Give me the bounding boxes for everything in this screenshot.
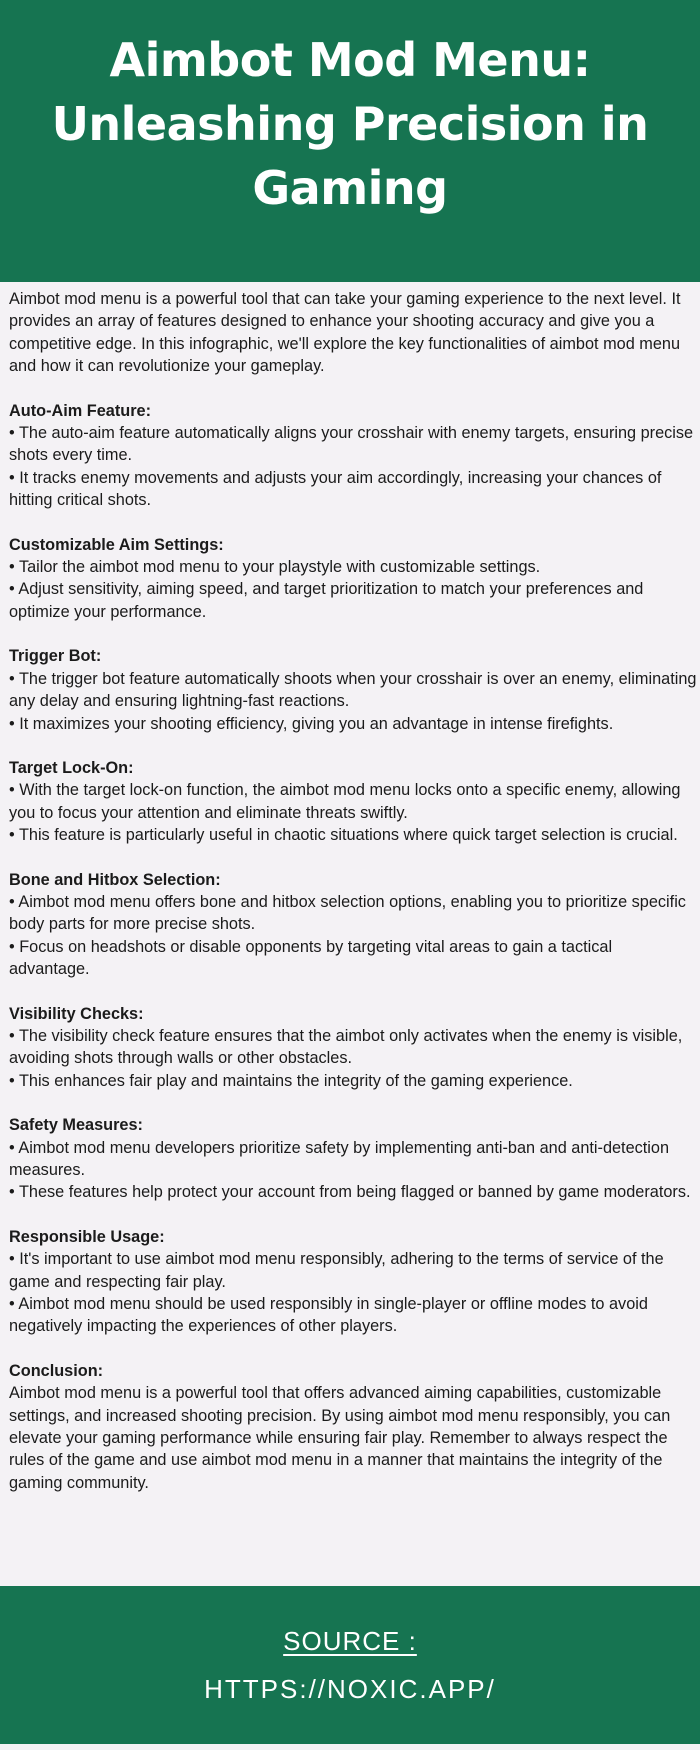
section-customizable-aim-settings	[9, 534, 697, 624]
source-url: HTTPS://NOXIC.APP/	[204, 1674, 496, 1704]
bullet-item: • Aimbot mod menu should be used responsibly in single-player or offline modes to avoid negatively impacting the experiences of other players.	[9, 1293, 697, 1338]
bullet-item: • Aimbot mod menu offers bone and hitbox selection options, enabling you to prioritize specific body parts for more precise shots.	[9, 891, 697, 936]
section-visibility-checks	[9, 1003, 697, 1093]
bullet-item: • Focus on headshots or disable opponents by targeting vital areas to gain a tactical advantage.	[9, 936, 697, 981]
section-heading: Visibility Checks:	[9, 1004, 144, 1023]
page-title: Aimbot Mod Menu: Unleashing Precision in Gaming	[51, 33, 649, 215]
section-heading: Customizable Aim Settings:	[9, 535, 224, 554]
intro-paragraph: Aimbot mod menu is a powerful tool that can take your gaming experience to the next level. It provides an array of features designed to enhance your shooting accuracy and give you a competitive edge. In this infographic, we'll explore the key functionalities of aimbot mod menu and how it can revolutionize your gameplay.	[9, 290, 681, 376]
section-heading: Bone and Hitbox Selection:	[9, 870, 221, 889]
source-footer	[0, 1586, 700, 1744]
section-heading: Trigger Bot:	[9, 647, 102, 666]
source-label	[0, 1626, 700, 1657]
section-heading: Responsible Usage:	[9, 1227, 165, 1246]
bullet-item: • Aimbot mod menu developers prioritize safety by implementing anti-ban and anti-detection measures.	[9, 1137, 697, 1182]
bullet-item: • It maximizes your shooting efficiency, giving you an advantage in intense firefights.	[9, 713, 697, 735]
section-trigger-bot	[9, 645, 697, 735]
bullet-item: • With the target lock-on function, the aimbot mod menu locks onto a specific enemy, allowing you to focus your attention and eliminate threats swiftly.	[9, 779, 697, 824]
source-label-text: SOURCE :	[283, 1626, 417, 1656]
bullet-item: • This feature is particularly useful in chaotic situations where quick target selection is crucial.	[9, 824, 697, 846]
section-bone-hitbox-selection	[9, 869, 697, 981]
section-auto-aim	[9, 400, 697, 512]
bullet-item: • The auto-aim feature automatically aligns your crosshair with enemy targets, ensuring precise shots every time.	[9, 422, 697, 467]
bullet-item: • The trigger bot feature automatically shoots when your crosshair is over an enemy, eliminating any delay and ensuring lightning-fast reactions.	[9, 668, 697, 713]
section-safety-measures	[9, 1114, 697, 1204]
section-conclusion	[9, 1360, 697, 1494]
bullet-item: • It tracks enemy movements and adjusts your aim accordingly, increasing your chances of hitting critical shots.	[9, 467, 697, 512]
bullet-item: • This enhances fair play and maintains the integrity of the gaming experience.	[9, 1070, 697, 1092]
bullet-item: • Tailor the aimbot mod menu to your playstyle with customizable settings.	[9, 556, 697, 578]
bullet-item: • Adjust sensitivity, aiming speed, and target prioritization to match your preferences and optimize your performance.	[9, 578, 697, 623]
section-heading: Target Lock-On:	[9, 758, 134, 777]
bullet-item: • It's important to use aimbot mod menu responsibly, adhering to the terms of service of the game and respecting fair play.	[9, 1248, 697, 1293]
section-heading: Safety Measures:	[9, 1116, 143, 1135]
bullet-item: • The visibility check feature ensures that the aimbot only activates when the enemy is visible, avoiding shots through walls or other obstacles.	[9, 1025, 697, 1070]
bullet-item: • These features help protect your account from being flagged or banned by game moderators.	[9, 1181, 697, 1203]
section-target-lock-on	[9, 757, 697, 847]
title-banner	[0, 0, 700, 282]
section-heading: Conclusion:	[9, 1361, 104, 1380]
article-body	[9, 288, 697, 1516]
section-heading: Auto-Aim Feature:	[9, 401, 152, 420]
conclusion-paragraph: Aimbot mod menu is a powerful tool that offers advanced aiming capabilities, customizable settings, and increased shooting precision. By using aimbot mod menu responsibly, you can elevate your gaming performance while ensuring fair play. Remember to always respect the rules of the game and use aimbot mod menu in a manner that maintains the integrity of the gaming community.	[9, 1384, 671, 1492]
section-responsible-usage	[9, 1226, 697, 1338]
